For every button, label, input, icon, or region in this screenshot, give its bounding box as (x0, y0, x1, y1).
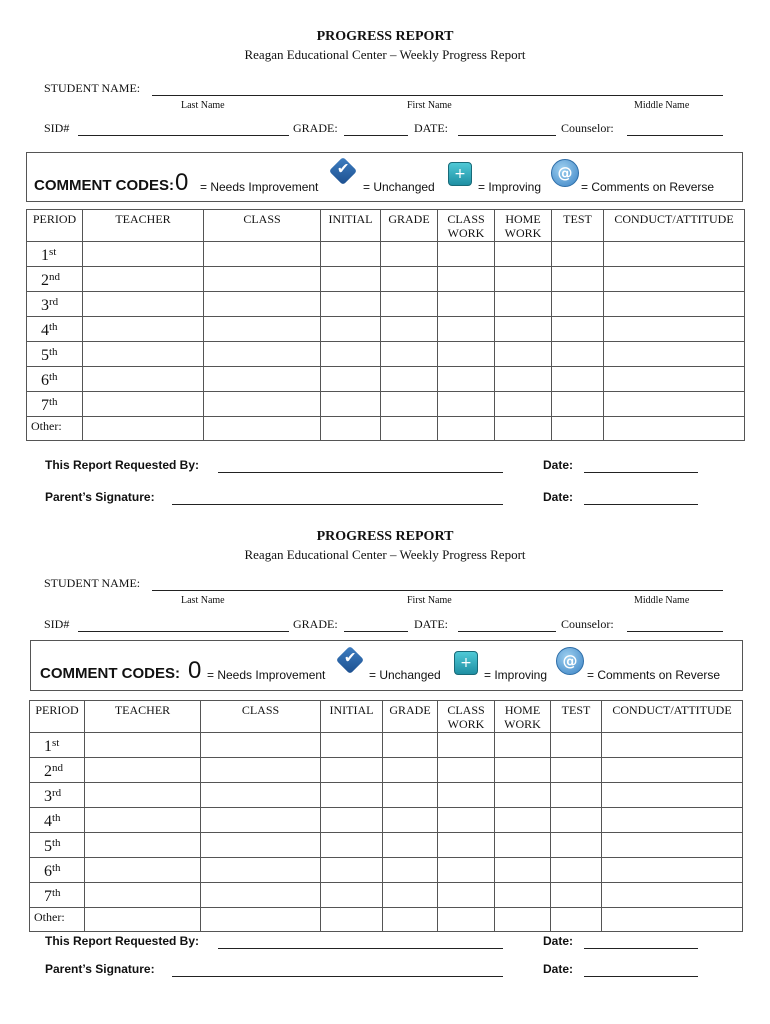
at-icon: @ (551, 159, 579, 187)
student-name-field[interactable] (152, 590, 723, 591)
middle-name-caption: Middle Name (634, 595, 690, 606)
student-name-field[interactable] (152, 95, 723, 96)
signature-date-label: Date: (543, 962, 574, 976)
col-period: PERIOD (30, 701, 85, 733)
middle-name-caption: Middle Name (634, 100, 690, 111)
table-row (27, 242, 745, 267)
table-row (30, 758, 743, 783)
counselor-label: Counselor: (561, 121, 614, 135)
period-cell: 3rd (27, 292, 83, 317)
table-row (27, 292, 745, 317)
col-class: CLASS (204, 210, 321, 242)
sid-field[interactable] (78, 135, 289, 136)
date-field[interactable] (458, 631, 556, 632)
col-class-work: CLASS WORK (438, 701, 495, 733)
requested-date-label: Date: (543, 934, 574, 948)
at-icon: @ (556, 647, 584, 675)
requested-by-field[interactable] (218, 472, 503, 473)
plus-icon: + (454, 651, 478, 675)
counselor-field[interactable] (627, 135, 723, 136)
col-test: TEST (551, 701, 602, 733)
grade-label: GRADE: (293, 121, 338, 135)
unchanged-text: = Unchanged (369, 668, 441, 682)
col-teacher: TEACHER (85, 701, 201, 733)
requested-date-field[interactable] (584, 472, 698, 473)
grade-field[interactable] (344, 135, 408, 136)
period-cell: 5th (27, 342, 83, 367)
period-cell: 1st (27, 242, 83, 267)
sid-field[interactable] (78, 631, 289, 632)
table-row-other (27, 417, 745, 441)
signature-date-label: Date: (543, 490, 574, 504)
sid-label: SID# (44, 121, 70, 135)
parent-signature-label: Parent’s Signature: (45, 490, 155, 504)
zero-code: 0 (175, 169, 189, 196)
period-cell: 6th (30, 858, 85, 883)
requested-by-label: This Report Requested By: (45, 934, 200, 948)
grade-field[interactable] (344, 631, 408, 632)
col-conduct: CONDUCT/ATTITUDE (604, 210, 745, 242)
grades-table (26, 209, 745, 441)
student-name-label: STUDENT NAME: (44, 576, 141, 590)
grade-label: GRADE: (293, 617, 338, 631)
report-title: PROGRESS REPORT (316, 29, 454, 44)
table-row-other (30, 908, 743, 932)
table-row (30, 783, 743, 808)
comment-codes-box (26, 152, 743, 202)
comment-codes-title: COMMENT CODES: (40, 665, 180, 682)
grades-table (29, 700, 743, 932)
period-cell: 5th (30, 833, 85, 858)
counselor-label: Counselor: (561, 617, 614, 631)
first-name-caption: First Name (407, 100, 452, 111)
counselor-field[interactable] (627, 631, 723, 632)
header-row (27, 210, 745, 242)
col-class: CLASS (201, 701, 321, 733)
col-initial: INITIAL (321, 701, 383, 733)
table-row (30, 833, 743, 858)
needs-improvement-text: = Needs Improvement (207, 668, 326, 682)
improving-text: = Improving (478, 180, 542, 194)
table-row (30, 733, 743, 758)
first-name-caption: First Name (407, 595, 452, 606)
parent-signature-field[interactable] (172, 504, 503, 505)
period-cell: 2nd (30, 758, 85, 783)
requested-by-label: This Report Requested By: (45, 458, 200, 472)
report-title: PROGRESS REPORT (316, 529, 454, 544)
sid-label: SID# (44, 617, 70, 631)
last-name-caption: Last Name (181, 100, 225, 111)
col-class-work: CLASS WORK (438, 210, 495, 242)
comments-reverse-text: = Comments on Reverse (581, 180, 715, 194)
period-cell: 7th (30, 883, 85, 908)
period-cell: 4th (27, 317, 83, 342)
table-row (30, 808, 743, 833)
col-conduct: CONDUCT/ATTITUDE (602, 701, 743, 733)
table-row (27, 317, 745, 342)
col-period: PERIOD (27, 210, 83, 242)
improving-text: = Improving (484, 668, 548, 682)
unchanged-text: = Unchanged (363, 180, 435, 194)
period-cell: 2nd (27, 267, 83, 292)
table-row (27, 392, 745, 417)
col-home-work: HOME WORK (495, 210, 552, 242)
col-test: TEST (552, 210, 604, 242)
period-cell: 3rd (30, 783, 85, 808)
requested-date-field[interactable] (584, 948, 698, 949)
requested-by-field[interactable] (218, 948, 503, 949)
period-cell: 6th (27, 367, 83, 392)
period-cell: 7th (27, 392, 83, 417)
period-cell: 4th (30, 808, 85, 833)
requested-date-label: Date: (543, 458, 574, 472)
last-name-caption: Last Name (181, 595, 225, 606)
col-grade: GRADE (381, 210, 438, 242)
report-subtitle: Reagan Educational Center – Weekly Progress Report (244, 47, 526, 62)
header-row (30, 701, 743, 733)
parent-signature-field[interactable] (172, 976, 503, 977)
table-row (27, 342, 745, 367)
comment-codes-title: COMMENT CODES: (34, 177, 174, 194)
date-label: DATE: (414, 121, 448, 135)
check-icon: ✔ (336, 646, 364, 674)
report-subtitle: Reagan Educational Center – Weekly Progress Report (244, 547, 526, 562)
col-grade: GRADE (383, 701, 438, 733)
comment-codes-box (30, 640, 743, 691)
table-row (27, 367, 745, 392)
other-label: Other: (27, 417, 83, 441)
parent-signature-label: Parent’s Signature: (45, 962, 155, 976)
table-row (27, 267, 745, 292)
plus-icon: + (448, 162, 472, 186)
signature-date-field[interactable] (584, 504, 698, 505)
date-field[interactable] (458, 135, 556, 136)
col-teacher: TEACHER (83, 210, 204, 242)
check-icon: ✔ (329, 157, 357, 185)
student-name-label: STUDENT NAME: (44, 81, 141, 95)
table-row (30, 858, 743, 883)
col-home-work: HOME WORK (495, 701, 551, 733)
other-label: Other: (30, 908, 85, 932)
zero-code: 0 (188, 657, 202, 684)
needs-improvement-text: = Needs Improvement (200, 180, 319, 194)
date-label: DATE: (414, 617, 448, 631)
comments-reverse-text: = Comments on Reverse (587, 668, 721, 682)
table-row (30, 883, 743, 908)
signature-date-field[interactable] (584, 976, 698, 977)
period-cell: 1st (30, 733, 85, 758)
col-initial: INITIAL (321, 210, 381, 242)
